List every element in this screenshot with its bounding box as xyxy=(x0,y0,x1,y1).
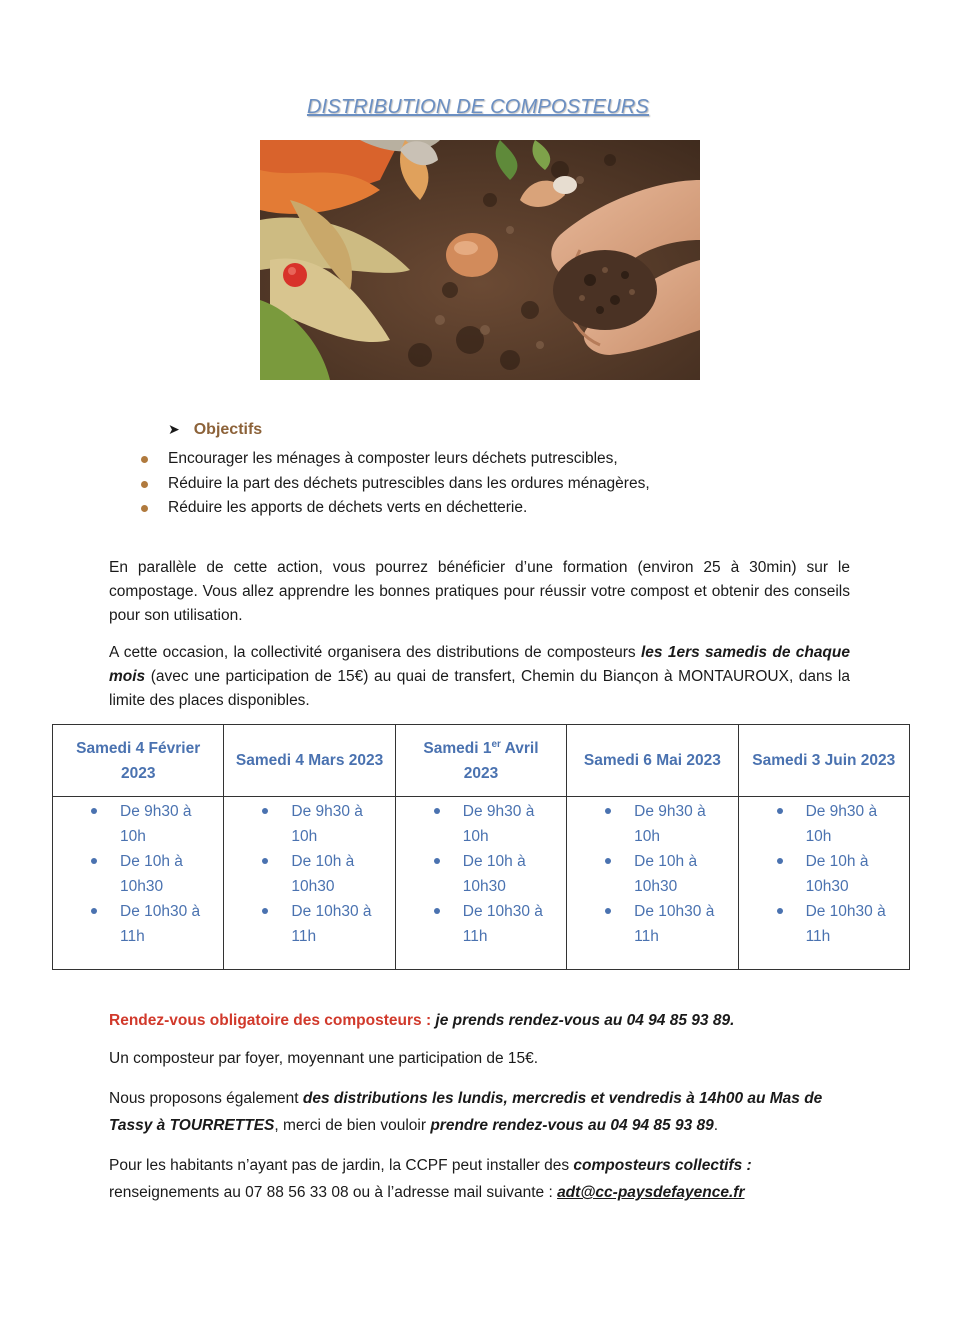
bullet-dot-icon xyxy=(605,858,611,864)
date-header: Samedi 3 Juin 2023 xyxy=(738,725,909,797)
bullet-dot-icon xyxy=(91,808,97,814)
training-paragraph: En parallèle de cette action, vous pourrez bénéficier d’une formation (environ 25 à 30min) sur le compostage. Vous allez apprendre les bonnes pratiques pour réussir votre compost et obtenir des conseils pour son utilisation. xyxy=(109,559,850,624)
bullet-dot-icon xyxy=(91,908,97,914)
distribution-paragraph: A cette occasion, la collectivité organisera des distributions de composteurs les 1ers samedis de chaque mois (avec une participation de 15€) au quai de transfert, Chemin du Bianςon à MONTAUROUX, dans la limite des places disponibles. xyxy=(109,644,850,709)
list-item: De 9h30 à 10h xyxy=(739,799,909,849)
list-item: De 10h30 à 11h xyxy=(224,899,394,949)
bullet-dot-icon xyxy=(605,908,611,914)
other-distributions-line: Nous proposons également des distributions les lundis, mercredis et vendredis à 14h00 au Mas de Tassy à TOURRETTES, merci de bien vouloir prendre rendez-vous au 04 94 85 93 89. xyxy=(109,1090,823,1134)
bullet-dot-icon xyxy=(605,808,611,814)
list-item: De 9h30 à 10h xyxy=(53,799,223,849)
monthly-emphasis: les 1ers samedis de chaque mois xyxy=(109,644,850,685)
bullet-dot-icon xyxy=(262,908,268,914)
page-title: DISTRIBUTION DE COMPOSTEURS xyxy=(306,96,650,118)
bullet-dot-icon xyxy=(141,481,148,488)
list-item: De 10h30 à 11h xyxy=(53,899,223,949)
list-item: Réduire les apports de déchets verts en déchetterie. xyxy=(138,496,650,521)
bullet-dot-icon xyxy=(777,908,783,914)
time-slots-cell xyxy=(224,797,395,970)
bullet-dot-icon xyxy=(777,808,783,814)
time-slots-cell xyxy=(738,797,909,970)
list-item: De 10h30 à 11h xyxy=(396,899,566,949)
bullet-dot-icon xyxy=(141,505,148,512)
appointment-label: Rendez-vous obligatoire des composteurs : xyxy=(109,1012,436,1029)
objectives-heading-text: Objectifs xyxy=(193,421,263,438)
time-slots-cell xyxy=(53,797,224,970)
time-slots-cell xyxy=(395,797,566,970)
date-header: Samedi 4 Février 2023 xyxy=(53,725,224,797)
list-item: De 10h30 à 11h xyxy=(739,899,909,949)
bullet-dot-icon xyxy=(777,858,783,864)
objectives-heading xyxy=(168,421,262,439)
email-link[interactable]: adt@cc-paysdefayence.fr xyxy=(557,1184,745,1201)
list-item: De 10h à 10h30 xyxy=(224,849,394,899)
compost-hands-illustration xyxy=(260,140,700,380)
list-item: De 9h30 à 10h xyxy=(567,799,737,849)
bullet-dot-icon xyxy=(141,456,148,463)
date-header: Samedi 1er Avril 2023 xyxy=(395,725,566,797)
appointment-phone: je prends rendez-vous au 04 94 85 93 89. xyxy=(435,1012,735,1029)
schedule-table xyxy=(52,724,910,970)
objectives-list xyxy=(138,447,650,521)
list-item: De 9h30 à 10h xyxy=(396,799,566,849)
list-item: De 9h30 à 10h xyxy=(224,799,394,849)
bullet-dot-icon xyxy=(434,908,440,914)
table-header-row xyxy=(53,725,910,797)
bullet-dot-icon xyxy=(262,808,268,814)
date-header: Samedi 4 Mars 2023 xyxy=(224,725,395,797)
list-item: De 10h30 à 11h xyxy=(567,899,737,949)
date-header: Samedi 6 Mai 2023 xyxy=(567,725,738,797)
table-row xyxy=(53,797,910,970)
bullet-dot-icon xyxy=(91,858,97,864)
list-item: De 10h à 10h30 xyxy=(567,849,737,899)
appointment-line xyxy=(109,1007,869,1034)
list-item: De 10h à 10h30 xyxy=(53,849,223,899)
one-per-home-line: Un composteur par foyer, moyennant une participation de 15€. xyxy=(109,1050,539,1067)
bullet-dot-icon xyxy=(434,808,440,814)
compost-photo xyxy=(260,140,700,380)
list-item: De 10h à 10h30 xyxy=(739,849,909,899)
list-item: Encourager les ménages à composter leurs déchets putrescibles, xyxy=(138,447,650,472)
bullet-dot-icon xyxy=(434,858,440,864)
list-item: Réduire la part des déchets putrescibles dans les ordures ménagères, xyxy=(138,472,650,497)
time-slots-cell xyxy=(567,797,738,970)
arrow-bullet-icon: ➤ xyxy=(168,421,180,437)
bullet-dot-icon xyxy=(262,858,268,864)
collective-composters-line: Pour les habitants n’ayant pas de jardin, la CCPF peut installer des composteurs collectifs : renseignements au 07 88 56 33 08 ou à l’adresse mail suivante : adt@cc-paysdefayence.fr xyxy=(109,1157,752,1201)
list-item: De 10h à 10h30 xyxy=(396,849,566,899)
